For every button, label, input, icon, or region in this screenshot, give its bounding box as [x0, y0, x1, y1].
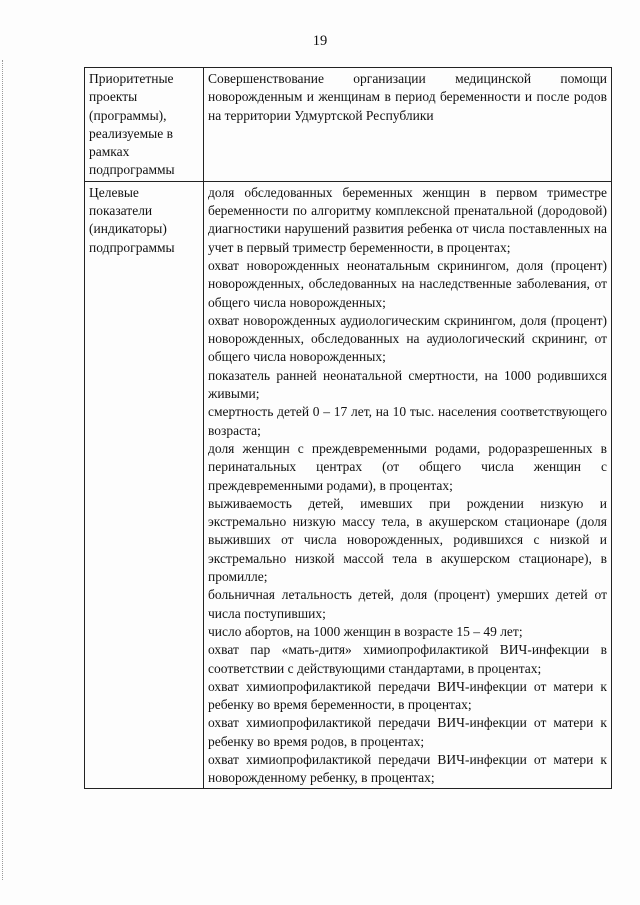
page-number: 19 — [312, 33, 328, 49]
indicator-item: число абортов, на 1000 женщин в возрасте 15 – 49 лет; — [208, 623, 523, 639]
subprogram-passport-table — [84, 67, 612, 789]
priority-project-item: Совершенствование организации медицинской помощи новорожденным и женщинам в период беременности и после родов на территории Удмуртской Республики — [208, 71, 607, 123]
table-row-target-indicators — [85, 181, 612, 788]
table-row-priority-projects — [85, 68, 612, 182]
indicator-item: смертность детей 0 – 17 лет, на 10 тыс. населения соответствующего возраста; — [208, 404, 607, 438]
row-content-target-indicators — [204, 181, 612, 788]
indicator-item: доля женщин с преждевременными родами, родоразрешенных в перинатальных центрах (от общего числа женщин с преждевременными родами), в процентах; — [208, 440, 607, 493]
row-content-priority-projects — [204, 68, 612, 182]
indicator-item: охват пар «мать-дитя» химиопрофилактикой ВИЧ-инфекции в соответствии с действующими стандартами, в процентах; — [208, 642, 607, 676]
row-label-target-indicators: Целевые показатели (индикаторы) подпрограммы — [85, 181, 204, 788]
indicator-item: охват новорожденных аудиологическим скринингом, доля (процент) новорожденных, обследованных на аудиологический скрининг, от общего числа новорожденных; — [208, 312, 607, 365]
indicator-item: больничная летальность детей, доля (процент) умерших детей от числа поступивших; — [208, 587, 607, 621]
row-label-priority-projects: Приоритетные проекты (программы), реализуемые в рамках подпрограммы — [85, 68, 204, 182]
scan-edge-mark — [2, 60, 5, 880]
indicator-item: охват химиопрофилактикой передачи ВИЧ-инфекции от матери к новорожденному ребенку, в процентах; — [208, 751, 607, 786]
indicator-item: выживаемость детей, имевших при рождении низкую и экстремально низкую массу тела, в акушерском стационаре (доля выживших от числа новорожденных, родившихся с низкой и экстремально низкой массой тела в акушерском стационаре), в промилле; — [208, 495, 607, 585]
indicator-item: охват химиопрофилактикой передачи ВИЧ-инфекции от матери к ребенку во время родов, в процентах; — [208, 715, 607, 749]
indicator-item: охват новорожденных неонатальным скринингом, доля (процент) новорожденных, обследованных на наследственные заболевания, от общего числа новорожденных; — [208, 257, 607, 310]
indicator-item: доля обследованных беременных женщин в первом триместре беременности по алгоритму комплексной пренатальной (дородовой) диагностики нарушений развития ребенка от числа поставленных на учет в первый триместр беременности, в процентах; — [208, 184, 607, 255]
indicator-item: охват химиопрофилактикой передачи ВИЧ-инфекции от матери к ребенку во время беременности, в процентах; — [208, 678, 607, 713]
indicator-item: показатель ранней неонатальной смертности, на 1000 родившихся живыми; — [208, 367, 607, 402]
